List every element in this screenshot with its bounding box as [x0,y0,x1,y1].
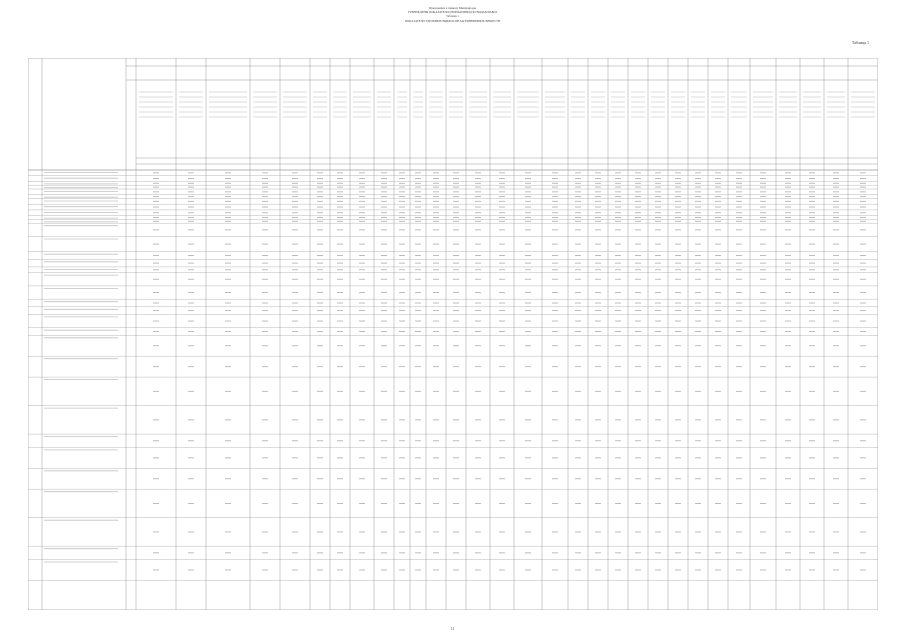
data-table [28,58,878,610]
page-number: 11 [450,626,455,631]
header-line-1: Приложение к приказу Минприроды [429,6,476,10]
header-line-2: УТВЕРЖДЕНЫ ПОКАЗАТЕЛИ (НОРМАТИВЫ) ПО ВИДАМ РАБОТ [407,10,498,15]
header-line-5: ПОКАЗАТЕЛИ УДЕЛЬНЫХ ВЫБРОСОВ ЗАГРЯЗНЯЮЩИХ ВЕЩЕСТВ [405,18,500,23]
header-line-3: Таблица 1 [446,14,459,19]
table-label: Таблица 1 [851,40,869,45]
document-header [0,6,905,23]
table-border [28,58,878,610]
table-grid [28,58,878,610]
